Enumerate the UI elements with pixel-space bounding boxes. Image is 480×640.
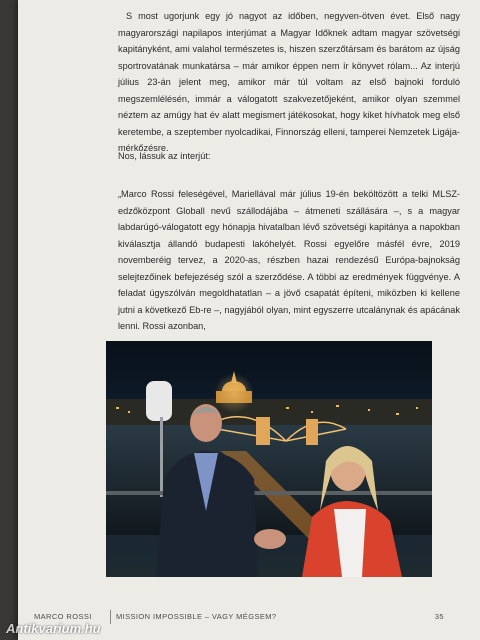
paragraph-interview: [118, 186, 460, 335]
book-page: [18, 0, 480, 640]
watermark-logo: Antikvarium.hu: [6, 621, 101, 636]
footer-book-title: MISSION IMPOSSIBLE – VAGY MÉGSEM?: [116, 612, 277, 621]
paragraph-interview-text: „Marco Rossi feleségével, Mariellával már július 19-én beköltözött a telki MLSZ-edzőközpont Globall nevű szállodájába – átmeneti szállására –, s a magyar labdarúgó-válogatott egy hónapja hivatalban lévő szövetségi kapitánya a napokban kiválasztja állandó budapesti lakóhelyét. Rossi egyelőre másfél évre, 2019 novemberéig tervez, a 2020-as, részben hazai rendezésű Európa-bajnokság selejtezőinek befejezéség szól a szerződése. A többi az eredmények függvénye. A feladat úgyszólván megoldhatatlan – a jövő csapatát építeni, miközben ki kellene jutni a következő Eb-re –, nagyjából olyan, mint egyszerre utcalánynak és apácának lenni. Rossi azonban,: [118, 189, 460, 331]
paragraph-lead: [118, 148, 460, 165]
paragraph-lead-text: Nos, lássuk az interjút:: [118, 151, 211, 161]
page-number: 35: [434, 612, 444, 621]
footer-author: MARCO ROSSI: [34, 612, 92, 621]
couple-photo: [106, 341, 432, 577]
footer-divider: [110, 610, 111, 624]
paragraph-intro: [118, 8, 460, 157]
night-city-photo-illustration: [106, 341, 432, 577]
paragraph-intro-text: S most ugorjunk egy jó nagyot az időben, negyven-ötven évet. Első nagy magyarországi napilapos interjúmat a Magyar Időknek adtam magyar szövetségi kapitányként, ami valahol természetes is, hiszen szerzőtársam és barátom az újság sportrovatának munkatársa – már amikor éppen nem ír könyvet rólam... Az interjú július 23-án jelent meg, amikor már túl voltam az első bajnoki forduló megszemlélésén, immár a válogatott szakvezetőjeként, amikor olyan szemmel néztem az amúgy hat év alatt megismert játékosokat, hogy kiket hívhatok meg első keretembe, a szeptember nyolcadikai, Finnország elleni, tamperei Nemzetek Ligája-mérkőzésre.: [118, 11, 460, 153]
